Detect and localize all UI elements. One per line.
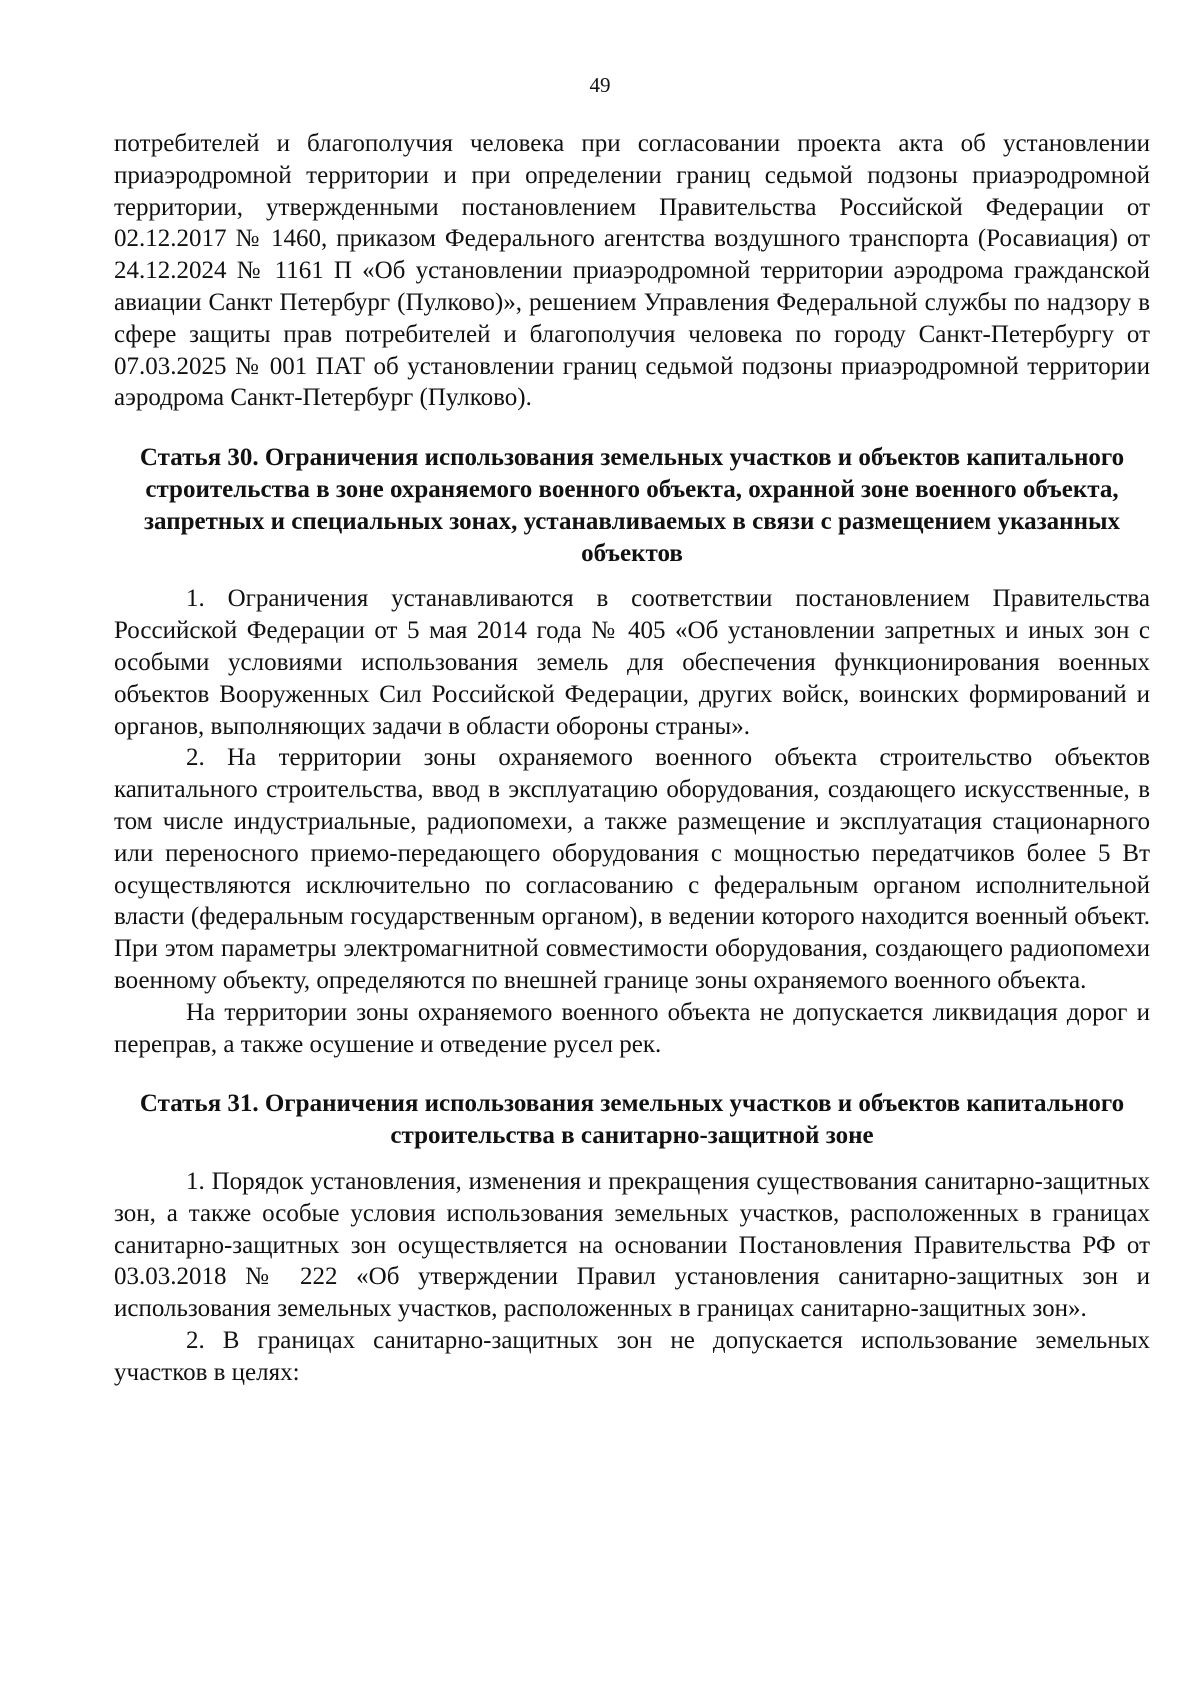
article-31-heading: Статья 31. Ограничения использования земельных участков и объектов капитального строительства в санитарно-защитной зоне [139, 1090, 1125, 1150]
article-30-paragraph-3: На территории зоны охраняемого военного объекта не допускается ликвидация дорог и переправ, а также осушение и отведение русел рек. [114, 998, 1150, 1058]
page-number: 49 [589, 73, 611, 97]
document-body [114, 128, 1150, 1388]
article-31-paragraph-1: 1. Порядок установления, изменения и прекращения существования санитарно-защитных зон, а также особые условия использования земельных участков, расположенных в границах санитарно-защитных зон осуществляется на основании Постановления Правительства РФ от 03.03.2018 № 222 «Об утверждении Правил установления санитарно-защитных зон и использования земельных участков, расположенных в границах санитарно-защитных зон». [114, 1167, 1150, 1323]
intro-paragraph: потребителей и благополучия человека при согласовании проекта акта об установлении приаэродромной территории и при определении границ седьмой подзоны приаэродромной территории, утвержденными постановлением Правительства Российской Федерации от 02.12.2017 № 1460, приказом Федерального агентства воздушного транспорта (Росавиация) от 24.12.2024 № 1161 П «Об установлении приаэродромной территории аэродрома гражданской авиации Санкт Петербург (Пулково)», решением Управления Федеральной службы по надзору в сфере защиты прав потребителей и благополучия человека по городу Санкт-Петербургу от 07.03.2025 № 001 ПАТ об установлении границ седьмой подзоны приаэродромной территории аэродрома Санкт-Петербург (Пулково). [114, 130, 1150, 412]
article-30-paragraph-1: 1. Ограничения устанавливаются в соответствии постановлением Правительства Российской Федерации от 5 мая 2014 года № 405 «Об установлении запретных и иных зон с особыми условиями использования земель для обеспечения функционирования военных объектов Вооруженных Сил Российской Федерации, других войск, воинских формирований и органов, выполняющих задачи в области обороны страны». [114, 585, 1150, 740]
article-31-paragraph-2: 2. В границах санитарно-защитных зон не допускается использование земельных участков в целях: [114, 1326, 1150, 1386]
article-30-paragraph-2: 2. На территории зоны охраняемого военного объекта строительство объектов капитального строительства, ввод в эксплуатацию оборудования, создающего искусственные, в том числе индустриальные, радиопомехи, а также размещение и эксплуатация стационарного или переносного приемо-передающего оборудования с мощностью передатчиков более 5 Вт осуществляются исключительно по согласованию с федеральным органом исполнительной власти (федеральным государственным органом), в ведении которого находится военный объект. При этом параметры электромагнитной совместимости оборудования, создающего радиопомехи военному объекту, определяются по внешней границе зоны охраняемого военного объекта. [114, 744, 1150, 994]
article-30-heading: Статья 30. Ограничения использования земельных участков и объектов капитального строительства в зоне охраняемого военного объекта, охранной зоне военного объекта, запретных и специальных зонах, устанавливаемых в связи с размещением указанных объектов [139, 444, 1125, 567]
